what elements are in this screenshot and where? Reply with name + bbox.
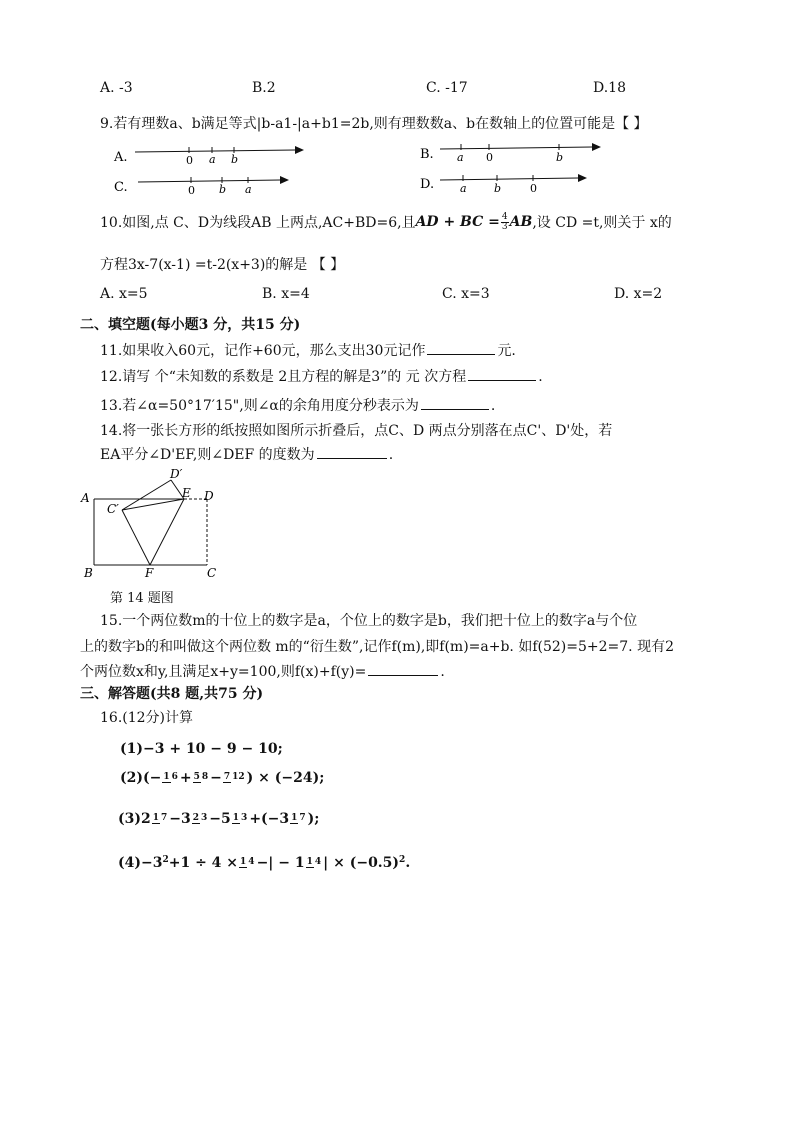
q16-p3-part-4: +(−3 [249, 811, 290, 827]
q10-frac-num: 4 [501, 211, 508, 222]
q13-blank[interactable] [421, 397, 489, 410]
q8-option-c: C. -17 [426, 80, 468, 96]
fig-label-b: B [84, 566, 93, 578]
q16-p4-frac-2 [306, 858, 323, 868]
q14-text: EA平分∠D'EF,则∠DEF 的度数为 [100, 447, 315, 463]
q16-p2-frac-3-den: 12 [232, 772, 245, 782]
q16-p3-frac-1-den: 7 [161, 813, 168, 823]
q14-end: . [388, 447, 394, 463]
q16-part-2 [120, 770, 324, 786]
q9-d-arrow [578, 174, 587, 182]
q9-b-label-3: b [556, 151, 564, 164]
q16-p4-frac-1 [239, 858, 256, 868]
q9-d-axis [440, 178, 578, 180]
q16-title: 16.(12分)计算 [100, 710, 194, 726]
q16-p2-frac-3-num: 7 [223, 772, 231, 782]
q16-p3-part-2: −3 [169, 811, 191, 827]
section-3-heading: 三、解答题(共8 题,共75 分) [80, 686, 264, 702]
q9-c-label-1: 0 [188, 184, 195, 197]
q9-d-label-3: 0 [530, 182, 537, 195]
q16-p2-frac-1-num: 1 [163, 772, 170, 782]
q9-b-label-2: 0 [486, 151, 493, 164]
q10-option-b: B. x=4 [262, 286, 310, 302]
q16-p2-pre: (2)(− [120, 770, 162, 786]
q16-p2-frac-3 [223, 773, 246, 783]
q9-a-label-2: a [209, 153, 216, 166]
q10-formula-rhs: AB [509, 214, 533, 230]
q15-line-2: 上的数字b的和叫做这个两位数 m的“衍生数”,记作f(m),即f(m)=a+b. 如f(52)=5+2=7. 现有2 [80, 639, 674, 655]
q10-formula-lhs: AD + BC = [415, 214, 500, 230]
q16-p3-frac-1 [152, 814, 169, 824]
q14-line-2 [100, 444, 393, 464]
q16-p3-frac-4-num: 1 [291, 813, 298, 823]
q16-p2-post: ) × (−24); [246, 770, 325, 786]
q16-p3-frac-2 [192, 814, 209, 824]
q9-a-letter: A. [114, 150, 128, 165]
q15-end: . [440, 664, 445, 680]
q16-p3-frac-2-den: 3 [201, 813, 208, 823]
q10-text-b: ,设 CD =t,则关于 x的 [532, 215, 672, 231]
q15-blank[interactable] [368, 663, 438, 676]
fig-label-f: F [145, 566, 154, 578]
fig-label-c: C [207, 566, 217, 578]
q16-p3-frac-3-den: 3 [241, 813, 248, 823]
q8-option-a: A. -3 [100, 80, 133, 96]
q16-p2-mid-2: − [210, 770, 222, 786]
q16-p2-frac-1-den: 6 [171, 772, 178, 782]
q14-blank[interactable] [317, 446, 387, 459]
q11-blank[interactable] [427, 342, 495, 355]
q9-b-arrow [592, 143, 601, 151]
q9-a-label-1: 0 [186, 154, 193, 167]
q15-line-3 [80, 661, 445, 681]
q16-p3-frac-4 [290, 814, 307, 824]
q16-p3-label: (3) [118, 811, 141, 827]
q9-b-label-1: a [457, 151, 464, 164]
fig-label-a: A [81, 491, 90, 505]
q16-part-3 [118, 811, 319, 827]
q14-figure [78, 466, 228, 578]
q16-p4-c: −| − 1 [256, 855, 305, 871]
q9-question: 9.若有理数a、b满足等式|b-a1-|a+b1=2b,则有理数数a、b在数轴上的位置可能是【 】 [100, 116, 648, 132]
q15-line-1: 15.一个两位数m的十位上的数字是a，个位上的数字是b，我们把十位上的数字a与个位 [100, 613, 638, 629]
q9-a-axis [135, 150, 295, 152]
q16-p3-frac-4-den: 7 [299, 813, 306, 823]
q9-number-lines [100, 138, 620, 198]
q16-p4-exp-2: 2 [399, 855, 406, 865]
q10-line-1 [100, 212, 672, 232]
q16-part-4 [118, 855, 410, 871]
q16-p2-frac-2-den: 8 [201, 772, 209, 782]
q12-text: 12.请写 个“未知数的系数是 2且方程的解是3”的 元 次方程 [100, 369, 467, 385]
q16-p4-frac-1-num: 1 [240, 857, 247, 867]
q11-text: 11.如果收入60元，记作+60元，那么支出30元记作 [100, 343, 426, 359]
q10-text-a: 10.如图,点 C、D为线段AB 上两点,AC+BD=6,且 [100, 215, 416, 231]
q12-end: . [538, 369, 543, 385]
q16-p2-mid-1: + [179, 770, 192, 786]
q16-p3-part-1: 2 [141, 811, 151, 827]
q16-p2-frac-1 [162, 773, 179, 783]
q16-p3-part-5: ); [307, 811, 320, 827]
fold-line-e-f [150, 499, 184, 565]
fold-line-cp-f [122, 510, 150, 565]
q16-p4-b: +1 ÷ 4 × [168, 855, 239, 871]
q9-a-label-3: b [231, 153, 239, 166]
q10-line-2: 方程3x-7(x-1) =t-2(x+3)的解是 【 】 [100, 257, 345, 273]
q16-p3-frac-3 [232, 814, 249, 824]
q16-p3-part-3: −5 [209, 811, 231, 827]
q9-d-letter: D. [420, 177, 435, 192]
q10-option-a: A. x=5 [100, 286, 148, 302]
q16-p4-frac-2-den: 4 [314, 857, 322, 867]
q12-blank[interactable] [468, 368, 536, 381]
q16-p3-frac-1-num: 1 [152, 813, 160, 823]
fig-label-e: E [182, 486, 191, 500]
q9-c-label-3: a [245, 183, 252, 196]
fig-label-c-prime: C′ [107, 502, 119, 516]
q8-option-b: B.2 [252, 80, 276, 96]
q16-p4-frac-2-num: 1 [306, 857, 313, 867]
section-2-heading: 二、填空题(每小题3 分，共15 分) [80, 317, 301, 333]
q9-c-label-2: b [219, 183, 227, 196]
q16-p4-frac-1-den: 4 [248, 857, 255, 867]
q13-end: . [490, 398, 496, 414]
q9-a-arrow [295, 146, 304, 154]
q16-part-1: (1)−3 + 10 − 9 − 10; [120, 741, 283, 757]
q10-fraction [501, 213, 509, 232]
q10-option-c: C. x=3 [442, 286, 490, 302]
q12 [100, 366, 543, 386]
q9-c-arrow [280, 176, 289, 184]
q9-c-axis [138, 180, 280, 182]
q10-option-d: D. x=2 [614, 286, 663, 302]
q14-caption: 第 14 题图 [110, 591, 174, 606]
q16-p4-e: . [405, 855, 411, 871]
q11-end: 元. [497, 343, 516, 359]
q16-p2-frac-2-num: 5 [193, 772, 200, 782]
q9-b-axis [440, 147, 592, 149]
q16-p3-frac-3-num: 1 [232, 813, 240, 823]
q16-p4-exp-1: 2 [162, 855, 169, 865]
q16-p2-frac-2 [193, 773, 210, 783]
q9-c-letter: C. [114, 180, 128, 195]
q16-p3-frac-2-num: 2 [192, 813, 200, 823]
q16-p4-d: | × (−0.5) [323, 855, 400, 871]
q16-p4-a: (4)−3 [118, 855, 163, 871]
fig-label-d: D [204, 489, 214, 503]
q15-text: 个两位数x和y,且满足x+y=100,则f(x)+f(y)= [80, 664, 367, 680]
q9-d-label-1: a [460, 182, 467, 195]
q9-d-label-2: b [494, 182, 502, 195]
q13-text: 13.若∠α=50°17′15",则∠α的余角用度分秒表示为 [100, 398, 419, 414]
fig-label-d-prime: D′ [170, 467, 183, 481]
q10-frac-den: 3 [501, 221, 508, 232]
q13 [100, 395, 495, 415]
q8-option-d: D.18 [593, 80, 626, 96]
q14-line-1: 14.将一张长方形的纸按照如图所示折叠后，点C、D 两点分别落在点C'、D'处，若 [100, 423, 613, 439]
q11 [100, 340, 516, 360]
q9-b-letter: B. [420, 147, 434, 162]
